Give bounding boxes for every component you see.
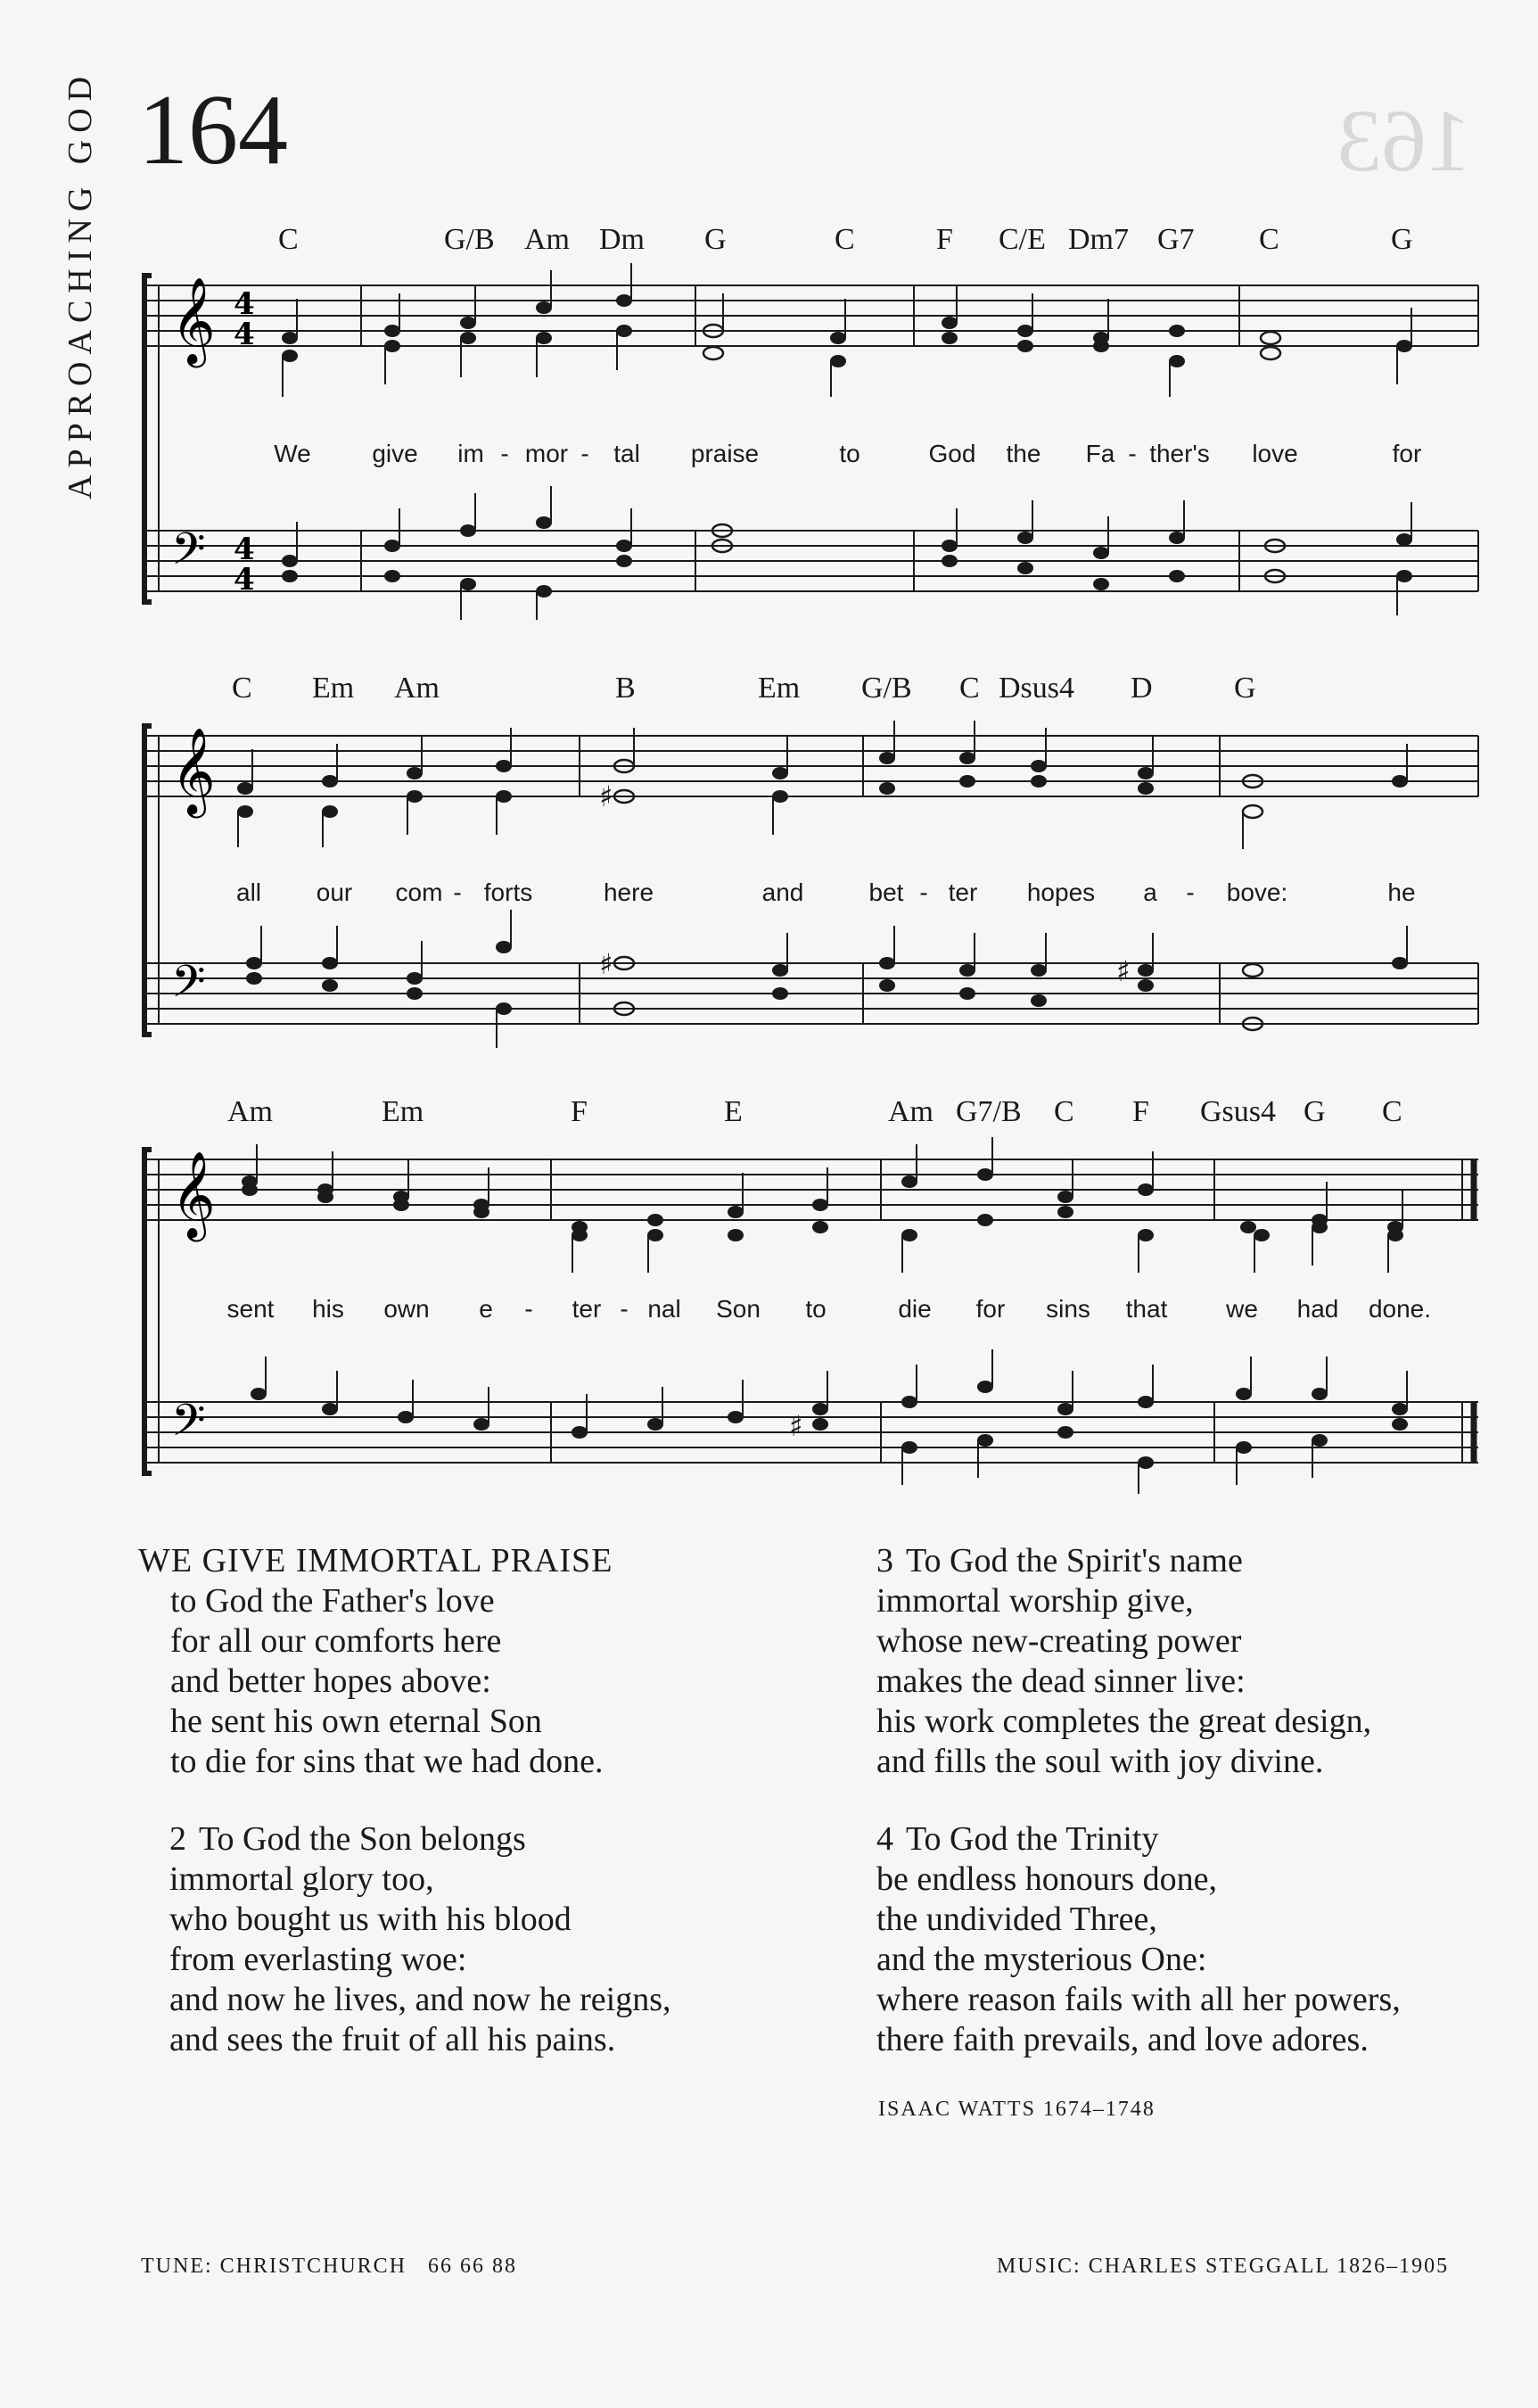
time-signature-den: 4 bbox=[234, 562, 255, 598]
verse-first-line: To God the Spirit's name bbox=[906, 1542, 1243, 1579]
bass-clef: 𝄢 bbox=[171, 1395, 206, 1457]
verse-line: who bought us with his blood bbox=[169, 1901, 572, 1938]
section-label: APPROACHING GOD bbox=[62, 69, 99, 499]
ghost-page-number: 163 bbox=[1337, 91, 1471, 190]
lyric: - bbox=[1128, 440, 1137, 467]
chord: G/B bbox=[861, 672, 912, 705]
chord: C bbox=[1054, 1095, 1074, 1128]
verse-line: and better hopes above: bbox=[170, 1662, 491, 1700]
lyric: bove: bbox=[1226, 878, 1288, 906]
lyric: - bbox=[500, 440, 509, 467]
lyric-row-2 bbox=[0, 878, 1538, 914]
chord: Em bbox=[312, 672, 355, 705]
lyric: Fa bbox=[1085, 440, 1115, 467]
chord: C bbox=[835, 223, 855, 256]
treble-clef: 𝄞 bbox=[171, 276, 216, 364]
lyric: tal bbox=[613, 440, 640, 467]
verse-line: and now he lives, and now he reigns, bbox=[169, 1981, 671, 2018]
chord: Em bbox=[382, 1095, 424, 1128]
sharp-sign: ♯ bbox=[789, 1409, 803, 1443]
lyric: ther's bbox=[1149, 440, 1210, 467]
tune-name: TUNE: CHRISTCHURCH bbox=[141, 2255, 407, 2278]
lyric: We bbox=[274, 440, 311, 467]
chord: G bbox=[1304, 1095, 1326, 1128]
chord: B bbox=[615, 672, 636, 705]
chord: C bbox=[1259, 223, 1279, 256]
lyric: that bbox=[1125, 1295, 1168, 1323]
lyric: here bbox=[603, 878, 654, 906]
verse-2 bbox=[169, 1819, 671, 2060]
chord: G7/B bbox=[956, 1095, 1022, 1128]
sharp-sign: ♯ bbox=[599, 947, 613, 981]
verse-1 bbox=[138, 1541, 613, 1782]
chord-row-2 bbox=[0, 672, 1538, 711]
chord: C/E bbox=[999, 223, 1046, 256]
author-dates: 1674–1748 bbox=[1042, 2098, 1156, 2121]
lyric: had bbox=[1296, 1295, 1339, 1323]
lyric: im bbox=[457, 440, 484, 467]
chord: Gsus4 bbox=[1200, 1095, 1277, 1128]
lyric: - bbox=[1186, 878, 1195, 906]
tune-credit bbox=[141, 2255, 517, 2279]
lyric-row-1 bbox=[0, 440, 1538, 475]
bass-clef: 𝄢 bbox=[171, 956, 206, 1018]
time-signature-num: 4 bbox=[234, 532, 255, 567]
lyric: - bbox=[620, 1295, 629, 1323]
lyric: we bbox=[1226, 1295, 1258, 1323]
chord: Em bbox=[758, 672, 801, 705]
chord: C bbox=[1382, 1095, 1402, 1128]
verse-first-line: WE GIVE IMMORTAL PRAISE bbox=[138, 1542, 613, 1579]
chord: Dm7 bbox=[1068, 223, 1129, 256]
lyric: love bbox=[1252, 440, 1298, 467]
lyric: ter bbox=[572, 1295, 602, 1323]
verse-first-line: To God the Trinity bbox=[906, 1820, 1159, 1858]
verse-line: where reason fails with all her powers, bbox=[876, 1981, 1401, 2018]
lyric: sins bbox=[1046, 1295, 1090, 1323]
chord: Am bbox=[524, 223, 570, 256]
time-signature-num: 4 bbox=[234, 286, 255, 322]
lyric-row-3 bbox=[0, 1295, 1538, 1331]
lyric: done. bbox=[1368, 1295, 1432, 1323]
lyric: forts bbox=[483, 878, 533, 906]
verse-3 bbox=[876, 1541, 1371, 1782]
lyric: - bbox=[580, 440, 589, 467]
bass-clef: 𝄢 bbox=[171, 524, 206, 586]
chord: E bbox=[724, 1095, 743, 1128]
chord-row-1 bbox=[0, 223, 1538, 262]
lyric: all bbox=[235, 878, 262, 906]
verse-4 bbox=[876, 1819, 1401, 2060]
verse-line: be endless honours done, bbox=[876, 1860, 1218, 1898]
chord: F bbox=[936, 223, 953, 256]
verse-number: 4 bbox=[876, 1820, 893, 1858]
music-credit bbox=[997, 2255, 1449, 2279]
lyric: hopes bbox=[1026, 878, 1096, 906]
verse-line: his work completes the great design, bbox=[876, 1703, 1372, 1740]
author-name: ISAAC WATTS bbox=[878, 2098, 1036, 2121]
chord: F bbox=[1132, 1095, 1149, 1128]
chord: F bbox=[571, 1095, 588, 1128]
lyric: praise bbox=[690, 440, 760, 467]
verse-line: and sees the fruit of all his pains. bbox=[169, 2021, 616, 2058]
lyric: Son bbox=[716, 1295, 761, 1323]
verse-line: from everlasting woe: bbox=[169, 1941, 467, 1978]
verse-number: 3 bbox=[876, 1542, 893, 1579]
lyric: he bbox=[1387, 878, 1416, 906]
sharp-sign: ♯ bbox=[1116, 954, 1131, 988]
chord: Am bbox=[227, 1095, 273, 1128]
verse-line: and the mysterious One: bbox=[876, 1941, 1207, 1978]
verse-line: for all our comforts here bbox=[170, 1622, 502, 1660]
lyric: - bbox=[524, 1295, 533, 1323]
verse-line: he sent his own eternal Son bbox=[170, 1703, 542, 1740]
lyric: to bbox=[839, 440, 860, 467]
lyric: com bbox=[395, 878, 443, 906]
verse-line: the undivided Three, bbox=[876, 1901, 1157, 1938]
chord: G bbox=[1391, 223, 1413, 256]
sharp-sign: ♯ bbox=[599, 779, 613, 813]
verse-line: immortal glory too, bbox=[169, 1860, 434, 1898]
verse-line: whose new-creating power bbox=[876, 1622, 1242, 1660]
verse-line: makes the dead sinner live: bbox=[876, 1662, 1246, 1700]
verse-line: to die for sins that we had done. bbox=[170, 1743, 604, 1780]
lyric: mor bbox=[524, 440, 569, 467]
lyric: sent bbox=[226, 1295, 275, 1323]
chord: C bbox=[278, 223, 299, 256]
chord: G bbox=[704, 223, 727, 256]
lyric: die bbox=[898, 1295, 932, 1323]
treble-clef: 𝄞 bbox=[171, 1150, 216, 1238]
lyric: to bbox=[805, 1295, 827, 1323]
tune-meter: 66 66 88 bbox=[428, 2255, 518, 2278]
verse-line: and fills the soul with joy divine. bbox=[876, 1743, 1324, 1780]
chord: G7 bbox=[1157, 223, 1195, 256]
chord: G/B bbox=[444, 223, 495, 256]
verse-line: immortal worship give, bbox=[876, 1582, 1194, 1620]
verse-first-line: To God the Son belongs bbox=[199, 1820, 526, 1858]
chord: Am bbox=[888, 1095, 933, 1128]
composer-name: MUSIC: CHARLES STEGGALL bbox=[997, 2255, 1330, 2278]
lyric: for bbox=[1392, 440, 1422, 467]
hymn-number: 164 bbox=[138, 75, 288, 186]
chord: Dsus4 bbox=[999, 672, 1075, 705]
chord-row-3 bbox=[0, 1095, 1538, 1134]
lyric: give bbox=[372, 440, 418, 467]
chord: D bbox=[1131, 672, 1153, 705]
composer-dates: 1826–1905 bbox=[1336, 2255, 1450, 2278]
lyric: ter bbox=[948, 878, 978, 906]
lyric: a bbox=[1143, 878, 1157, 906]
author-credit bbox=[878, 2098, 1156, 2122]
chord: G bbox=[1234, 672, 1256, 705]
lyric: our bbox=[316, 878, 353, 906]
lyric: for bbox=[975, 1295, 1006, 1323]
lyric: bet bbox=[868, 878, 904, 906]
lyric: God bbox=[928, 440, 976, 467]
chord: Dm bbox=[599, 223, 645, 256]
lyric: his bbox=[312, 1295, 344, 1323]
verse-number: 2 bbox=[169, 1820, 186, 1858]
verse-line: to God the Father's love bbox=[170, 1582, 495, 1620]
chord: Am bbox=[394, 672, 440, 705]
lyric: nal bbox=[647, 1295, 681, 1323]
lyric: and bbox=[761, 878, 804, 906]
verse-line: there faith prevails, and love adores. bbox=[876, 2021, 1369, 2058]
lyric: e bbox=[479, 1295, 493, 1323]
treble-clef: 𝄞 bbox=[171, 727, 216, 814]
lyric: - bbox=[453, 878, 462, 906]
chord: C bbox=[232, 672, 252, 705]
chord: C bbox=[959, 672, 980, 705]
lyric: the bbox=[1006, 440, 1041, 467]
time-signature-den: 4 bbox=[234, 317, 255, 352]
lyric: own bbox=[383, 1295, 430, 1323]
lyric: - bbox=[919, 878, 928, 906]
